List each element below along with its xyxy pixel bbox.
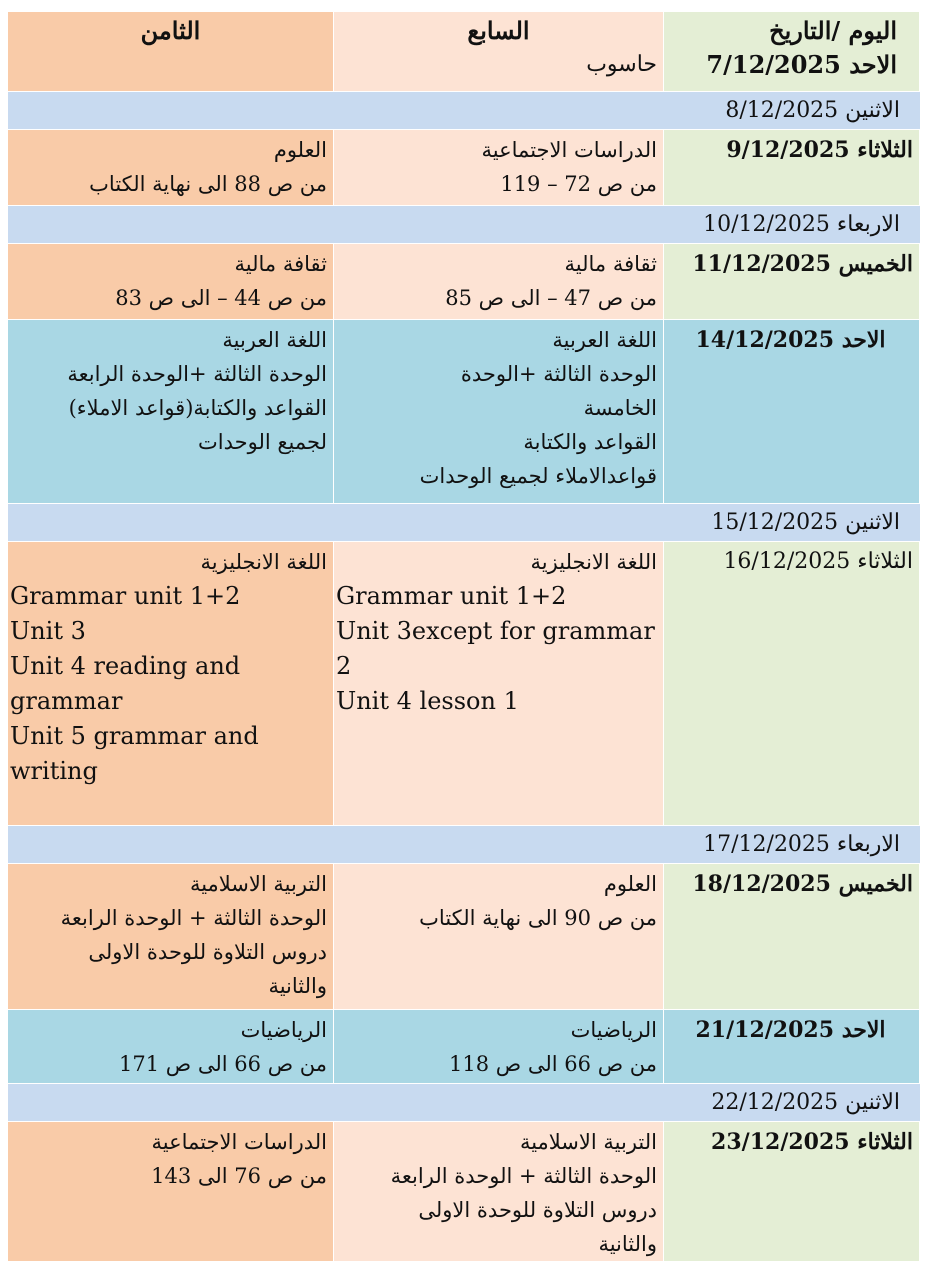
r2-date: الاثنين 8/12/2025: [725, 98, 900, 123]
header-date: [664, 12, 920, 92]
header-grade8-label: الثامن: [140, 16, 201, 45]
r3-g8-detail: من ص 88 الى نهاية الكتاب: [89, 172, 327, 196]
r6-date-cell: [664, 320, 920, 504]
r8-g8-line6: writing: [10, 757, 98, 785]
r12-date: الاثنين 22/12/2025: [711, 1090, 900, 1115]
r11-g7-detail: من ص 66 الى ص 118: [449, 1052, 657, 1076]
row-monday-8: [8, 92, 920, 130]
r5-g8-subject: ثقافة مالية: [234, 252, 327, 276]
r5-date: الخميس 11/12/2025: [692, 251, 913, 277]
r8-g8-line4: grammar: [10, 687, 123, 715]
r13-date: الثلاثاء 23/12/2025: [711, 1129, 913, 1155]
r8-g8-line3: Unit 4 reading and: [10, 652, 241, 680]
r8-date: الثلاثاء 16/12/2025: [723, 549, 913, 574]
r3-grade7: [334, 130, 664, 206]
r6-g7-line2: الخامسة: [583, 396, 657, 420]
r10-g8-line3: والثانية: [268, 974, 327, 998]
r6-grade7: [334, 320, 664, 504]
r11-grade7: [334, 1010, 664, 1084]
r10-g7-detail: من ص 90 الى نهاية الكتاب: [419, 906, 657, 930]
r6-g8-line2: القواعد والكتابة(قواعد الاملاء): [68, 396, 327, 420]
r8-g7-line2: Unit 3except for grammar: [336, 617, 655, 645]
r8-g8-line2: Unit 3: [10, 617, 86, 645]
r13-g7-line3: والثانية: [598, 1232, 657, 1256]
r5-g8-detail: من ص 44 – الى ص 83: [115, 286, 327, 310]
r3-date: الثلاثاء 9/12/2025: [726, 137, 913, 163]
r11-date-cell: [664, 1010, 920, 1084]
r13-g7-line2: دروس التلاوة للوحدة الاولى: [418, 1198, 657, 1222]
r8-g8-line1: Grammar unit 1+2: [10, 582, 241, 610]
r5-grade7: [334, 244, 664, 320]
r10-g7-subject: العلوم: [603, 872, 657, 896]
r11-g7-subject: الرياضيات: [570, 1018, 657, 1042]
r11-date: الاحد 21/12/2025: [695, 1017, 886, 1043]
r8-g7-subject: اللغة الانجليزية: [530, 550, 657, 574]
r6-g7-line1: الوحدة الثالثة +الوحدة: [460, 362, 657, 386]
r6-g8-subject: اللغة العربية: [222, 328, 327, 352]
r13-date-cell: [664, 1122, 920, 1262]
r13-g8-subject: الدراسات الاجتماعية: [151, 1130, 327, 1154]
r10-g8-line1: الوحدة الثالثة + الوحدة الرابعة: [60, 906, 327, 930]
r10-g8-subject: التربية الاسلامية: [189, 872, 327, 896]
r8-date-cell: [664, 542, 920, 826]
r10-grade7: [334, 864, 664, 1010]
r11-g8-subject: الرياضيات: [240, 1018, 327, 1042]
r10-g8-line2: دروس التلاوة للوحدة الاولى: [88, 940, 327, 964]
r6-g8-line1: الوحدة الثالثة +الوحدة الرابعة: [67, 362, 327, 386]
r10-date-cell: [664, 864, 920, 1010]
r6-g7-line3: القواعد والكتابة: [523, 430, 657, 454]
r4-date: الاربعاء 10/12/2025: [703, 212, 900, 237]
r3-g8-subject: العلوم: [273, 138, 327, 162]
r5-grade8: [8, 244, 334, 320]
r8-g8-line5: Unit 5 grammar and: [10, 722, 259, 750]
r3-grade8: [8, 130, 334, 206]
row-monday-22: [8, 1084, 920, 1122]
r10-grade8: [8, 864, 334, 1010]
r5-g7-subject: ثقافة مالية: [564, 252, 657, 276]
r13-grade8: [8, 1122, 334, 1262]
r3-g7-detail: من ص 72 – 119: [500, 172, 657, 196]
r8-g8-subject: اللغة الانجليزية: [200, 550, 327, 574]
r3-date-cell: [664, 130, 920, 206]
row-wednesday-17: [8, 826, 920, 864]
r11-grade8: [8, 1010, 334, 1084]
row-wednesday-10: [8, 206, 920, 244]
header-date-label: اليوم /التاريخ: [769, 16, 897, 45]
r6-g7-subject: اللغة العربية: [552, 328, 657, 352]
header-grade7-label: السابع: [467, 16, 530, 45]
r8-g7-line4: Unit 4 lesson 1: [336, 687, 519, 715]
header-grade7: [334, 12, 664, 92]
row-monday-15: [8, 504, 920, 542]
r3-g7-subject: الدراسات الاجتماعية: [481, 138, 657, 162]
r8-grade8: [8, 542, 334, 826]
r8-grade7: [334, 542, 664, 826]
r6-date: الاحد 14/12/2025: [695, 327, 886, 353]
r8-g7-line3: 2: [336, 652, 352, 680]
r6-grade8: [8, 320, 334, 504]
r1-date: الاحد 7/12/2025: [706, 50, 897, 79]
r6-g8-line3: لجميع الوحدات: [198, 430, 327, 454]
r10-date: الخميس 18/12/2025: [692, 871, 913, 897]
r8-g7-line1: Grammar unit 1+2: [336, 582, 567, 610]
r1-g7-subject: حاسوب: [586, 52, 657, 77]
r13-g8-detail: من ص 76 الى 143: [151, 1164, 327, 1188]
r7-date: الاثنين 15/12/2025: [711, 510, 900, 535]
r13-g7-subject: التربية الاسلامية: [519, 1130, 657, 1154]
r6-g7-line4: قواعدالاملاء لجميع الوحدات: [419, 464, 657, 488]
exam-schedule-table: [8, 12, 920, 1262]
r11-g8-detail: من ص 66 الى ص 171: [119, 1052, 327, 1076]
r9-date: الاربعاء 17/12/2025: [703, 832, 900, 857]
r13-grade7: [334, 1122, 664, 1262]
r5-g7-detail: من ص 47 – الى ص 85: [445, 286, 657, 310]
r5-date-cell: [664, 244, 920, 320]
r13-g7-line1: الوحدة الثالثة + الوحدة الرابعة: [390, 1164, 657, 1188]
header-grade8: [8, 12, 334, 92]
